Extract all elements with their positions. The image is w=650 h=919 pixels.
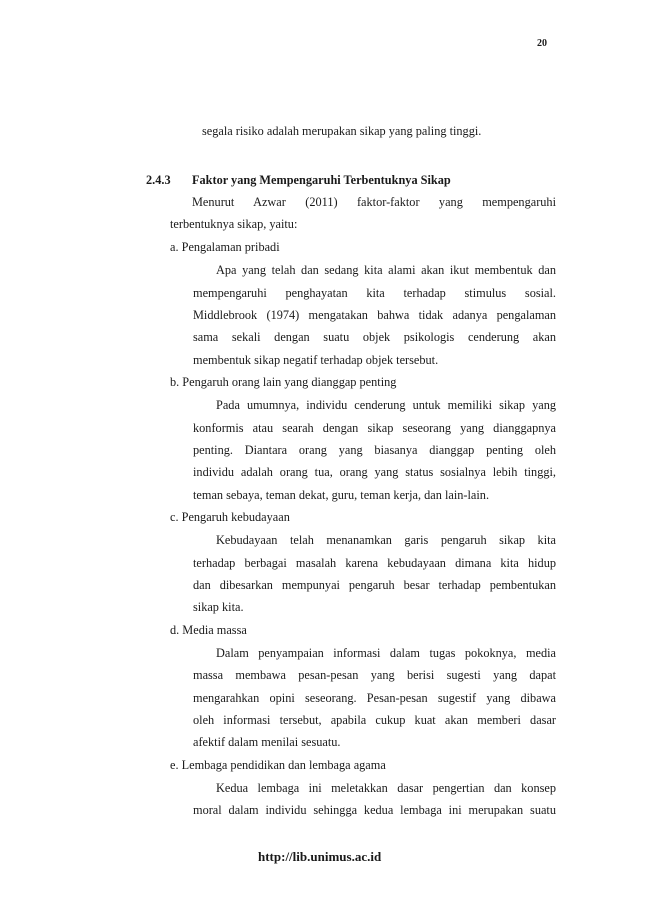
- factor-a-line-4: sama sekali dengan suatu objek psikologis cenderung akan: [193, 330, 556, 344]
- factor-c-line-1: Kebudayaan telah menanamkan garis pengaruh sikap kita: [216, 533, 556, 547]
- factor-d-line-1: Dalam penyampaian informasi dalam tugas pokoknya, media: [216, 646, 556, 660]
- factor-b-line-5: teman sebaya, teman dekat, guru, teman kerja, dan lain-lain.: [193, 488, 490, 502]
- factor-a-line-1: Apa yang telah dan sedang kita alami akan ikut membentuk dan: [216, 263, 556, 277]
- factor-d-heading: d. Media massa: [170, 623, 247, 637]
- factor-e-heading: e. Lembaga pendidikan dan lembaga agama: [170, 758, 386, 772]
- factor-b-line-1: Pada umumnya, individu cenderung untuk memiliki sikap yang: [216, 398, 556, 412]
- factor-b-line-3: penting. Diantara orang yang biasanya dianggap penting oleh: [193, 443, 556, 457]
- factor-b-heading: b. Pengaruh orang lain yang dianggap penting: [170, 375, 397, 389]
- intro-line-2: terbentuknya sikap, yaitu:: [170, 217, 298, 231]
- factor-c-line-4: sikap kita.: [193, 600, 244, 614]
- carryover-line: segala risiko adalah merupakan sikap yang paling tinggi.: [202, 124, 482, 138]
- factor-a-heading: a. Pengalaman pribadi: [170, 240, 280, 254]
- intro-line-1: Menurut Azwar (2011) faktor-faktor yang mempengaruhi: [192, 195, 556, 209]
- factor-d-line-2: massa membawa pesan-pesan yang berisi sugesti yang dapat: [193, 668, 556, 682]
- factor-b-line-2: konformis atau searah dengan sikap seseorang yang dianggapnya: [193, 421, 556, 435]
- factor-a-line-3: Middlebrook (1974) mengatakan bahwa tidak adanya pengalaman: [193, 308, 556, 322]
- factor-d-line-4: oleh informasi tersebut, apabila cukup kuat akan memberi dasar: [193, 713, 556, 727]
- factor-d-line-3: mengarahkan opini seseorang. Pesan-pesan sugestif yang dibawa: [193, 691, 556, 705]
- factor-c-line-2: terhadap berbagai masalah karena kebudayaan dimana kita hidup: [193, 556, 556, 570]
- footer-url: http://lib.unimus.ac.id: [258, 849, 382, 864]
- factor-c-line-3: dan dibesarkan mempunyai pengaruh besar terhadap pembentukan: [193, 578, 556, 592]
- section-number: 2.4.3: [146, 173, 171, 187]
- factor-c-heading: c. Pengaruh kebudayaan: [170, 510, 290, 524]
- factor-e-line-1: Kedua lembaga ini meletakkan dasar pengertian dan konsep: [216, 781, 556, 795]
- factor-a-line-5: membentuk sikap negatif terhadap objek tersebut.: [193, 353, 439, 367]
- factor-a-line-2: mempengaruhi penghayatan kita terhadap stimulus sosial.: [193, 286, 556, 300]
- page-number: 20: [537, 38, 547, 49]
- factor-e-line-2: moral dalam individu sehingga kedua lembaga ini merupakan suatu: [193, 803, 556, 817]
- factor-b-line-4: individu adalah orang tua, orang yang status sosialnya lebih tinggi,: [193, 465, 556, 479]
- section-title: Faktor yang Mempengaruhi Terbentuknya Sikap: [192, 173, 451, 187]
- factor-d-line-5: afektif dalam menilai sesuatu.: [193, 735, 341, 749]
